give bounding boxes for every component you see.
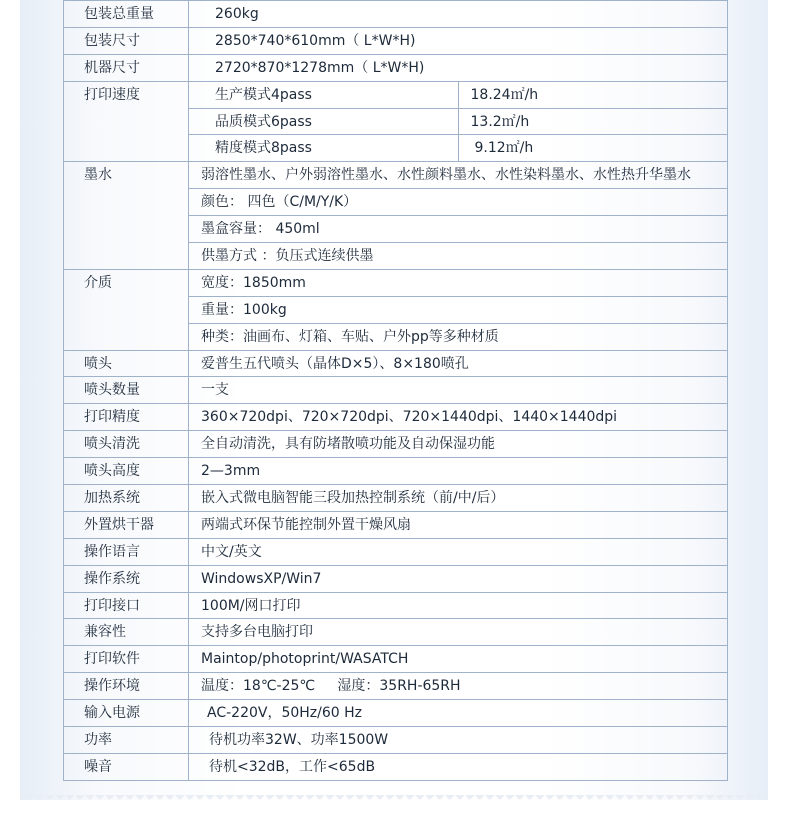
spec-label: 加热系统 — [64, 485, 189, 512]
table-row — [64, 511, 728, 538]
spec-label: 介质 — [64, 269, 189, 350]
spec-label: 喷头清洗 — [64, 431, 189, 458]
spec-value: 两端式环保节能控制外置干燥风扇 — [189, 511, 728, 538]
table-row — [64, 377, 728, 404]
spec-label: 机器尺寸 — [64, 54, 189, 81]
table-row — [64, 404, 728, 431]
table-row — [64, 727, 728, 754]
table-row — [64, 81, 728, 108]
speed-value: 18.24㎡/h — [458, 81, 728, 108]
table-row — [64, 565, 728, 592]
table-row — [64, 162, 728, 189]
spec-value: 颜色： 四色（C/M/Y/K） — [189, 189, 728, 216]
spec-label: 包装总重量 — [64, 1, 189, 28]
spec-value: 中文/英文 — [189, 538, 728, 565]
speed-mode: 生产模式4pass — [189, 81, 459, 108]
spec-value: 2850*740*610mm（ L*W*H) — [189, 27, 728, 54]
spec-value: 2720*870*1278mm（ L*W*H) — [189, 54, 728, 81]
spec-label: 喷头 — [64, 350, 189, 377]
spec-value: 一支 — [189, 377, 728, 404]
spec-value: 重量：100kg — [189, 296, 728, 323]
speed-value: 13.2㎡/h — [458, 108, 728, 135]
spec-label: 操作语言 — [64, 538, 189, 565]
spec-label: 墨水 — [64, 162, 189, 270]
spec-label: 操作环境 — [64, 673, 189, 700]
spec-label: 打印软件 — [64, 646, 189, 673]
spec-value: 墨盒容量： 450ml — [189, 216, 728, 243]
spec-value: Maintop/photoprint/WASATCH — [189, 646, 728, 673]
speed-mode: 精度模式8pass — [189, 135, 459, 162]
speed-mode: 品质模式6pass — [189, 108, 459, 135]
spec-value: 260kg — [189, 1, 728, 28]
spec-value: 待机<32dB，工作<65dB — [189, 753, 728, 780]
speed-value: 9.12㎡/h — [458, 135, 728, 162]
spec-label: 噪音 — [64, 753, 189, 780]
spec-value: AC-220V，50Hz/60 Hz — [189, 700, 728, 727]
spec-value: 弱溶性墨水、户外弱溶性墨水、水性颜料墨水、水性染料墨水、水性热升华墨水 — [189, 162, 728, 189]
zigzag-edge — [20, 795, 768, 805]
table-row — [64, 269, 728, 296]
table-row — [64, 350, 728, 377]
table-row — [64, 646, 728, 673]
spec-value: 爱普生五代喷头（晶体D×5）、8×180喷孔 — [189, 350, 728, 377]
table-row — [64, 592, 728, 619]
spec-value: 全自动清洗，具有防堵散喷功能及自动保湿功能 — [189, 431, 728, 458]
spec-label: 打印精度 — [64, 404, 189, 431]
table-row — [64, 538, 728, 565]
spec-label: 喷头高度 — [64, 458, 189, 485]
spec-value: 待机功率32W、功率1500W — [189, 727, 728, 754]
spec-label: 包装尺寸 — [64, 27, 189, 54]
spec-value: 种类：油画布、灯箱、车贴、户外pp等多种材质 — [189, 323, 728, 350]
table-row — [64, 753, 728, 780]
spec-label: 兼容性 — [64, 619, 189, 646]
spec-label: 操作系统 — [64, 565, 189, 592]
table-row — [64, 27, 728, 54]
spec-value: 支持多台电脑打印 — [189, 619, 728, 646]
spec-value: 2—3mm — [189, 458, 728, 485]
table-row — [64, 458, 728, 485]
table-row — [64, 54, 728, 81]
spec-value: 嵌入式微电脑智能三段加热控制系统（前/中/后） — [189, 485, 728, 512]
spec-value: 100M/网口打印 — [189, 592, 728, 619]
spec-label: 输入电源 — [64, 700, 189, 727]
table-row — [64, 700, 728, 727]
spec-value: 宽度：1850mm — [189, 269, 728, 296]
table-row — [64, 619, 728, 646]
spec-value: 供墨方式 ：负压式连续供墨 — [189, 243, 728, 270]
spec-table — [63, 0, 728, 781]
spec-label: 打印速度 — [64, 81, 189, 162]
spec-label: 喷头数量 — [64, 377, 189, 404]
table-row — [64, 1, 728, 28]
table-row — [64, 673, 728, 700]
spec-label: 功率 — [64, 727, 189, 754]
spec-value: 360×720dpi、720×720dpi、720×1440dpi、1440×1440dpi — [189, 404, 728, 431]
spec-label: 打印接口 — [64, 592, 189, 619]
spec-value: 温度：18℃-25℃ 湿度：35RH-65RH — [189, 673, 728, 700]
spec-value: WindowsXP/Win7 — [189, 565, 728, 592]
table-row — [64, 431, 728, 458]
table-row — [64, 485, 728, 512]
spec-label: 外置烘干器 — [64, 511, 189, 538]
